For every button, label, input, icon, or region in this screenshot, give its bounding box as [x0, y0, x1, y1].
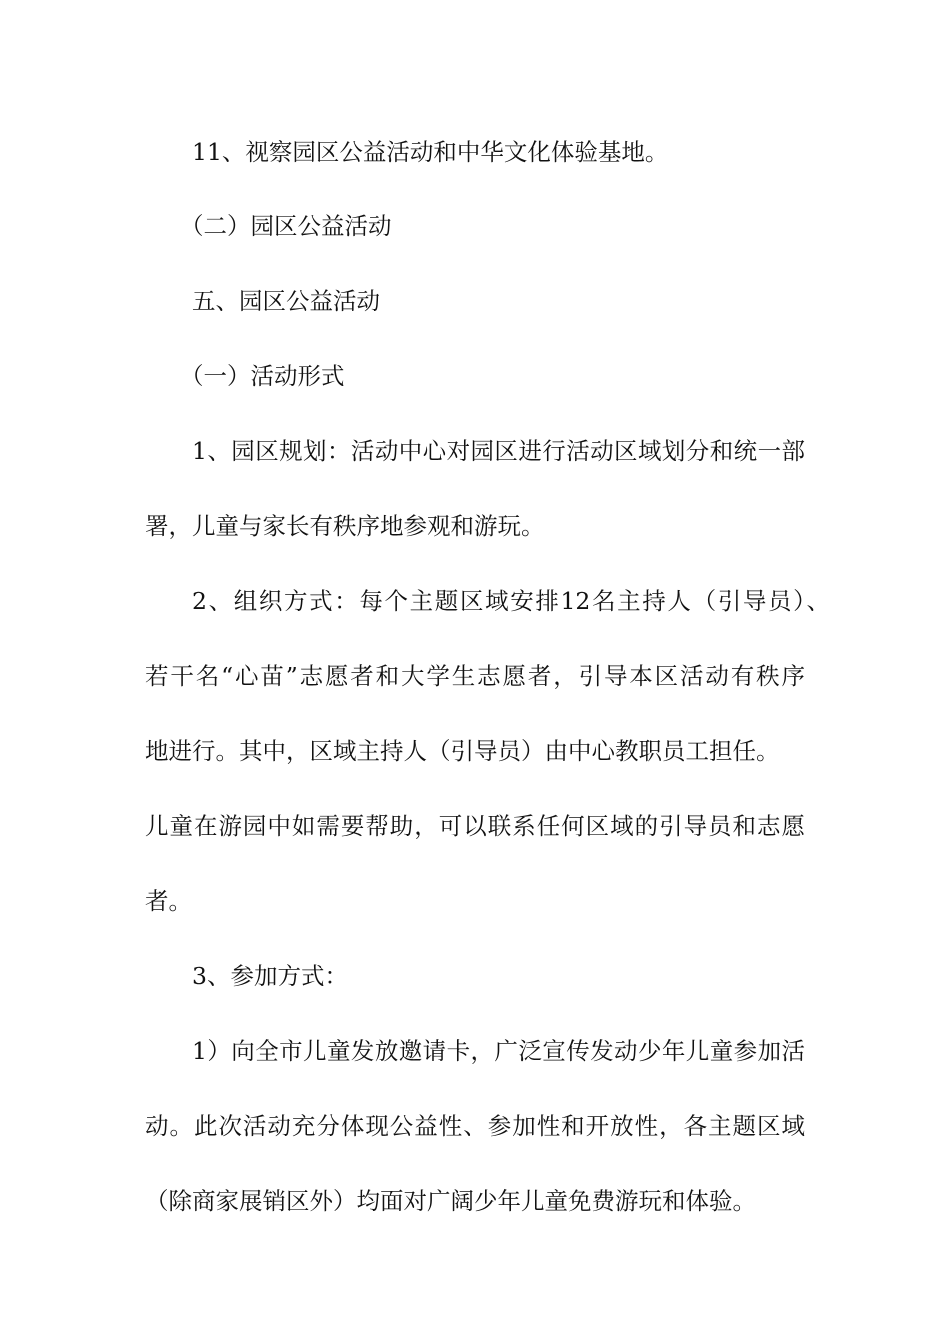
paragraph-2-line-3: 地进行。其中，区域主持人（引导员）由中心教职员工担任。 — [145, 737, 780, 765]
list-item-11: 11、视察园区公益活动和中华文化体验基地。 — [192, 138, 669, 166]
paragraph-2-line-5: 者。 — [145, 887, 192, 915]
paragraph-3-line-2: 动。此次活动充分体现公益性、参加性和开放性，各主题区域 — [145, 1112, 805, 1140]
paragraph-3-line-3: （除商家展销区外）均面对广阔少年儿童免费游玩和体验。 — [145, 1187, 756, 1215]
subheading-2: （二）园区公益活动 — [180, 212, 392, 240]
subheading-1: （一）活动形式 — [180, 362, 345, 390]
paragraph-2-line-2: 若干名“心苗”志愿者和大学生志愿者，引导本区活动有秩序 — [145, 662, 805, 690]
paragraph-2-line-4: 儿童在游园中如需要帮助，可以联系任何区域的引导员和志愿 — [145, 812, 805, 840]
paragraph-1-line-2: 署，儿童与家长有秩序地参观和游玩。 — [145, 512, 545, 540]
list-item-3: 3、参加方式： — [192, 962, 348, 990]
paragraph-2-line-1: 2、组织方式：每个主题区域安排12名主持人（引导员）、 — [192, 587, 830, 615]
section-heading-5: 五、园区公益活动 — [192, 287, 380, 315]
paragraph-1-line-1: 1、园区规划：活动中心对园区进行活动区域划分和统一部 — [192, 437, 805, 465]
paragraph-3-line-1: 1）向全市儿童发放邀请卡，广泛宣传发动少年儿童参加活 — [192, 1037, 805, 1065]
